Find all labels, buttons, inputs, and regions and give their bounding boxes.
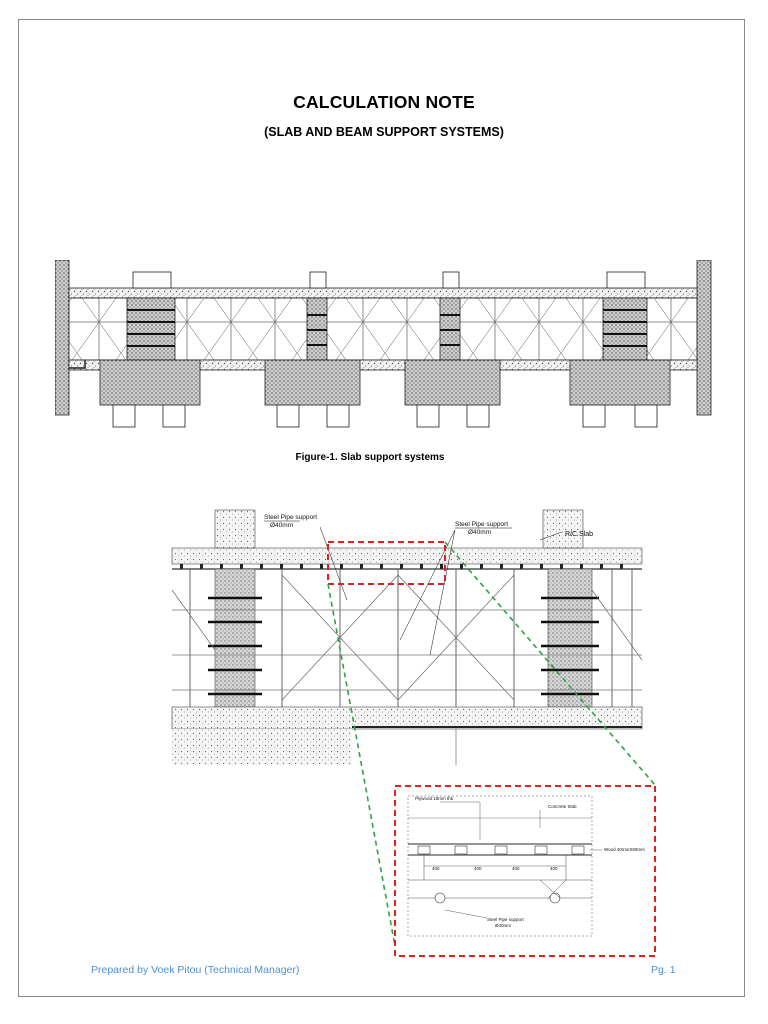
detail-dim-3: 400	[512, 866, 520, 871]
detail-box	[395, 786, 655, 956]
detail-label-pipe-dia: Ø40mm	[495, 923, 512, 928]
detail-dim-1: 400	[432, 866, 440, 871]
figure-1-caption: Figure-1. Slab support systems	[295, 452, 445, 463]
detail-label-wood: Wood 40mmX80mm	[604, 847, 645, 852]
label-rc-slab: R/C Slab	[565, 531, 594, 538]
page-subtitle: (SLAB AND BEAM SUPPORT SYSTEMS)	[264, 125, 504, 139]
label-pipe-support-1: Steel Pipe support	[264, 514, 318, 521]
detail-dim-4: 400	[550, 866, 558, 871]
label-pipe-support-2-dia: Ø40mm	[468, 529, 492, 536]
detail-dim-2: 400	[474, 866, 482, 871]
detail-label-pipe: Steel Pipe support	[487, 917, 524, 922]
detail-label-plywood: Plywood 18mm thk	[415, 796, 454, 801]
label-pipe-support-1-dia: Ø40mm	[270, 522, 294, 529]
footer-prepared-by: Prepared by Voek Pitou (Technical Manager)	[91, 964, 300, 976]
footer-page-number: Pg. 1	[651, 964, 676, 976]
page-title: CALCULATION NOTE	[293, 92, 475, 112]
label-pipe-support-2: Steel Pipe support	[455, 521, 509, 528]
detail-label-concrete-slab: Concrete Slab	[548, 804, 577, 809]
